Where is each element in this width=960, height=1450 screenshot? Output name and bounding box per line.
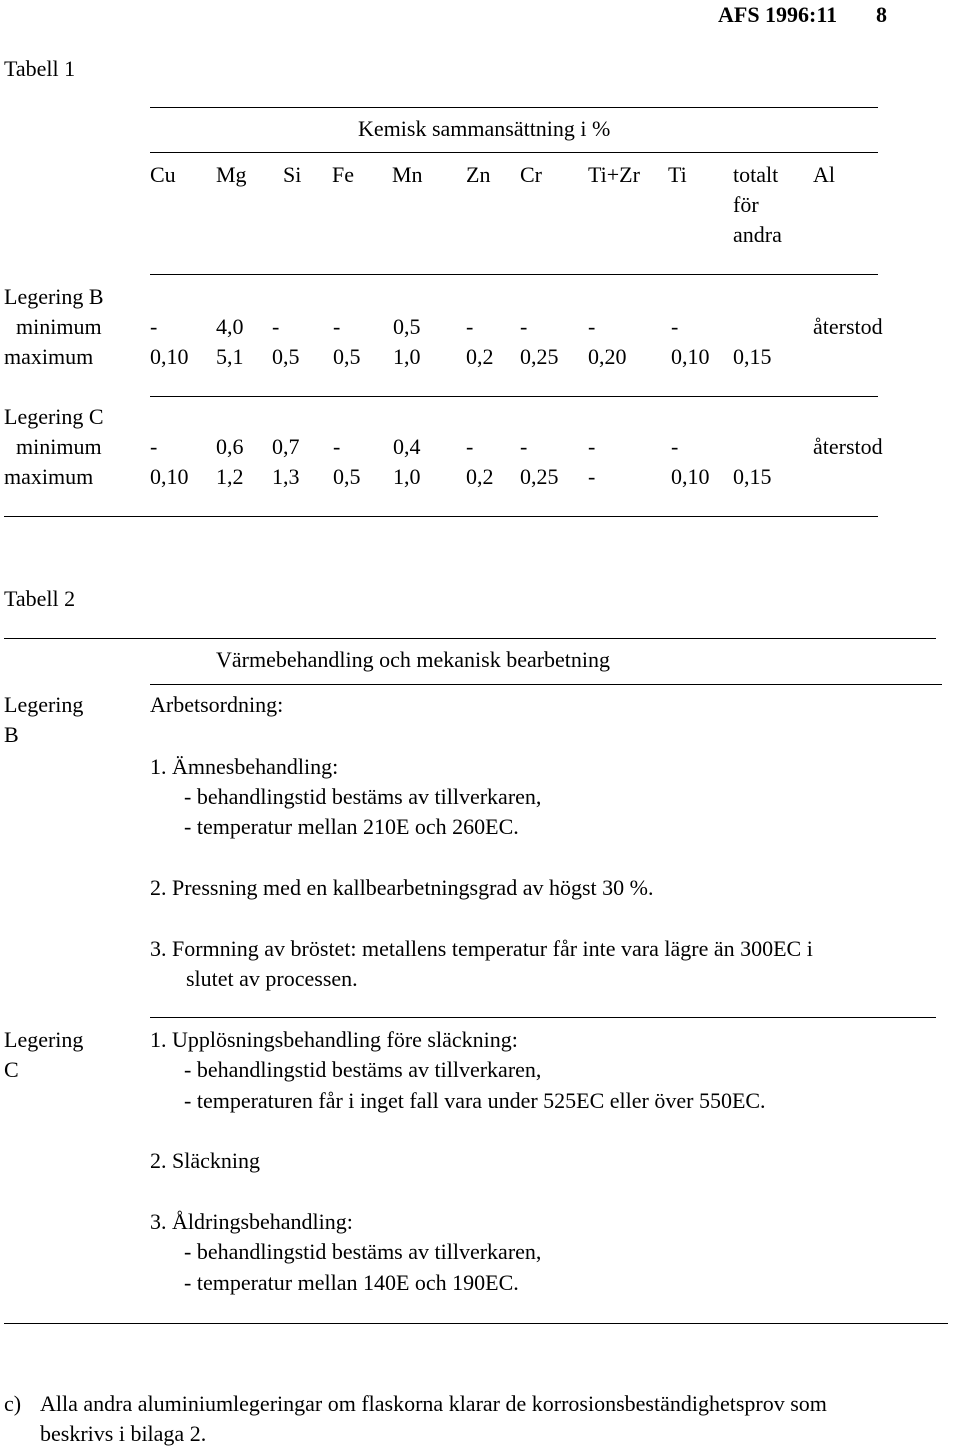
table-cell: återstod bbox=[813, 314, 883, 339]
step-3: 3. Åldringsbehandling: bbox=[150, 1209, 353, 1234]
table2-group-header: Värmebehandling och mekanisk bearbetning bbox=[216, 647, 611, 672]
table-cell: 0,10 bbox=[671, 344, 710, 369]
table-cell: - bbox=[671, 314, 679, 339]
table-cell: - bbox=[150, 314, 158, 339]
max-label: maximum bbox=[4, 344, 94, 369]
footnote-marker: c) bbox=[4, 1391, 22, 1416]
step-1: 1. Ämnesbehandling: bbox=[150, 754, 339, 779]
table1-title: Tabell 1 bbox=[4, 56, 76, 81]
table-cell: 0,5 bbox=[272, 344, 300, 369]
arbetsordning-label: Arbetsordning: bbox=[150, 692, 284, 717]
col-header-ti: Ti bbox=[668, 162, 687, 187]
table1-top-rule bbox=[150, 107, 878, 108]
col-header-si: Si bbox=[283, 162, 302, 187]
table2-top-rule bbox=[4, 638, 936, 639]
table-cell: 0,25 bbox=[520, 344, 559, 369]
step-3-detail: - temperatur mellan 140E och 190EC. bbox=[184, 1270, 519, 1295]
table-cell: - bbox=[333, 434, 341, 459]
table1-group-header: Kemisk sammansättning i % bbox=[358, 116, 611, 141]
table-cell: - bbox=[466, 314, 474, 339]
page-number: 8 bbox=[876, 2, 887, 27]
table-cell: 0,5 bbox=[393, 314, 421, 339]
section-label: Legering B bbox=[4, 692, 84, 747]
col-header-totalt-for-andra: totalt för andra bbox=[733, 162, 782, 247]
table-cell: - bbox=[588, 464, 596, 489]
table-cell: 0,5 bbox=[333, 344, 361, 369]
row-label: Legering C bbox=[4, 404, 104, 429]
col-header-cr: Cr bbox=[520, 162, 542, 187]
table-cell: 1,2 bbox=[216, 464, 244, 489]
table-cell: 0,5 bbox=[333, 464, 361, 489]
footnote-text: Alla andra aluminiumlegeringar om flaskorna klarar de korrosionsbeständighetsprov som bbox=[40, 1391, 827, 1416]
col-header-mg: Mg bbox=[216, 162, 247, 187]
col-header-fe: Fe bbox=[332, 162, 354, 187]
table-cell: 0,6 bbox=[216, 434, 244, 459]
document-reference: AFS 1996:11 bbox=[718, 2, 838, 27]
step-1: 1. Upplösningsbehandling före släckning: bbox=[150, 1027, 518, 1052]
col-header-ti-zr: Ti+Zr bbox=[588, 162, 640, 187]
table-cell: - bbox=[520, 314, 528, 339]
step-1-detail: - behandlingstid bestäms av tillverkaren, bbox=[184, 1057, 542, 1082]
step-1-detail: - behandlingstid bestäms av tillverkaren, bbox=[184, 784, 542, 809]
table2-bottom-rule bbox=[4, 1323, 948, 1324]
table-cell: 0,25 bbox=[520, 464, 559, 489]
row-label: Legering B bbox=[4, 284, 104, 309]
table1-header-rule bbox=[150, 152, 878, 153]
min-label: minimum bbox=[16, 434, 102, 459]
table-cell: 0,4 bbox=[393, 434, 421, 459]
col-header-cu: Cu bbox=[150, 162, 176, 187]
table-cell: 0,7 bbox=[272, 434, 300, 459]
col-header-al: Al bbox=[813, 162, 835, 187]
step-3: 3. Formning av bröstet: metallens temperatur får inte vara lägre än 300EC i bbox=[150, 936, 813, 961]
table-cell: 0,15 bbox=[733, 344, 772, 369]
table-cell: - bbox=[466, 434, 474, 459]
table-cell: 0,2 bbox=[466, 344, 494, 369]
table1-bottom-rule bbox=[4, 516, 878, 517]
table-cell: återstod bbox=[813, 434, 883, 459]
step-2: 2. Släckning bbox=[150, 1148, 260, 1173]
table-cell: - bbox=[150, 434, 158, 459]
table-cell: 0,10 bbox=[671, 464, 710, 489]
table-cell: - bbox=[588, 314, 596, 339]
table-cell: 4,0 bbox=[216, 314, 244, 339]
table-cell: 5,1 bbox=[216, 344, 244, 369]
col-header-mn: Mn bbox=[392, 162, 423, 187]
min-label: minimum bbox=[16, 314, 102, 339]
table-cell: 1,0 bbox=[393, 344, 421, 369]
max-label: maximum bbox=[4, 464, 94, 489]
col-header-zn: Zn bbox=[466, 162, 491, 187]
table2-header-rule bbox=[150, 684, 942, 685]
table-cell: 0,15 bbox=[733, 464, 772, 489]
table1-row-rule bbox=[150, 396, 878, 397]
section-label: Legering C bbox=[4, 1027, 84, 1082]
table-cell: 0,20 bbox=[588, 344, 627, 369]
table-cell: - bbox=[272, 314, 280, 339]
table-cell: 1,3 bbox=[272, 464, 300, 489]
table-cell: - bbox=[333, 314, 341, 339]
table-cell: - bbox=[520, 434, 528, 459]
table-cell: 0,10 bbox=[150, 344, 189, 369]
table-cell: - bbox=[671, 434, 679, 459]
table2-row-rule bbox=[150, 1017, 936, 1018]
step-3-continuation: slutet av processen. bbox=[186, 966, 358, 991]
step-2: 2. Pressning med en kallbearbetningsgrad av högst 30 %. bbox=[150, 875, 654, 900]
table2-title: Tabell 2 bbox=[4, 586, 76, 611]
table-cell: - bbox=[588, 434, 596, 459]
step-1-detail: - temperatur mellan 210E och 260EC. bbox=[184, 814, 519, 839]
table-cell: 0,2 bbox=[466, 464, 494, 489]
step-3-detail: - behandlingstid bestäms av tillverkaren, bbox=[184, 1239, 542, 1264]
step-1-detail: - temperaturen får i inget fall vara under 525EC eller över 550EC. bbox=[184, 1088, 766, 1113]
footnote-text-continuation: beskrivs i bilaga 2. bbox=[40, 1421, 207, 1446]
table-cell: 0,10 bbox=[150, 464, 189, 489]
table1-body-rule bbox=[150, 274, 878, 275]
table-cell: 1,0 bbox=[393, 464, 421, 489]
